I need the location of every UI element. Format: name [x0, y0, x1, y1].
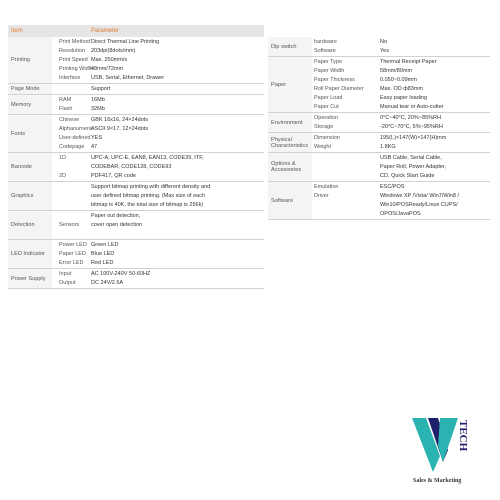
spec-line — [312, 47, 490, 56]
spec-row — [8, 153, 264, 182]
spec-value: 195(L)×147(W)×147(H)mm — [380, 135, 447, 141]
spec-line — [52, 134, 264, 143]
spec-value: CODEBAR, CODE128, CODE93 — [91, 164, 172, 170]
spec-line — [52, 201, 264, 210]
spec-subitem: Printing Width — [59, 66, 94, 72]
spec-value: 47 — [91, 144, 98, 150]
spec-subitem: Paper LED — [59, 251, 86, 257]
spec-subitem: Weight — [314, 144, 332, 150]
spec-row — [268, 57, 490, 113]
spec-subitem: Power LED — [59, 242, 87, 248]
spec-value: DC 24V/2.5A — [91, 280, 124, 286]
spec-subitem: Error LED — [59, 260, 84, 266]
spec-subitem: Input — [59, 271, 72, 277]
spec-line — [52, 270, 264, 279]
spec-value: 58mm/80mm — [380, 68, 413, 74]
spec-category: Physical Characteristics — [268, 133, 312, 152]
spec-row — [8, 115, 264, 153]
table-header — [8, 25, 264, 37]
spec-line — [312, 163, 490, 172]
spec-line — [52, 65, 264, 74]
spec-line — [312, 38, 490, 47]
spec-line — [52, 172, 264, 181]
spec-category: Memory — [8, 95, 52, 114]
spec-row — [268, 37, 490, 57]
spec-subitem: Chinese — [59, 117, 80, 123]
spec-value: USB Cable, Serial Cable, — [380, 155, 442, 161]
spec-value: Win10/POSReady/Linux CUPS/ — [380, 202, 458, 208]
spec-value: Direct Thermal Line Printing — [91, 39, 160, 45]
spec-subitem: Software — [314, 48, 336, 54]
spec-category: LED Indicator — [8, 240, 52, 268]
spec-value: Windows XP /Vista/ Win7/Win8 / — [380, 193, 459, 199]
spec-value: Blue LED — [91, 251, 115, 257]
right-rows — [268, 37, 490, 220]
spec-row — [8, 269, 264, 289]
spec-line — [52, 38, 264, 47]
spec-line — [52, 259, 264, 268]
spec-line — [52, 183, 264, 192]
spec-line — [312, 183, 490, 192]
spec-line — [312, 58, 490, 67]
spec-subitem: Dimension — [314, 135, 340, 141]
spec-subitem: Resolution — [59, 48, 85, 54]
spec-value: Yes — [380, 48, 389, 54]
spec-subitem: Roll Paper Diameter — [314, 86, 364, 92]
spec-line — [312, 123, 490, 132]
spec-value: 0.050~0.09mm — [380, 77, 417, 83]
spec-subitem: Driver — [314, 193, 329, 199]
spec-line — [52, 221, 264, 230]
spec-row — [268, 133, 490, 153]
spec-line — [52, 250, 264, 259]
spec-value: UPC-A, UPC-E, EAN8, EAN13, CODE39, ITF, — [91, 155, 204, 161]
spec-category: Paper — [268, 57, 312, 112]
spec-value: -20°C~70°C, 5%~95%RH — [380, 124, 443, 130]
spec-subitem: Paper Width — [314, 68, 345, 74]
spec-line — [312, 172, 490, 181]
spec-line — [312, 103, 490, 112]
spec-value: 16Mb — [91, 97, 105, 103]
spec-line — [52, 105, 264, 114]
spec-line — [52, 241, 264, 250]
spec-line — [52, 47, 264, 56]
spec-value: AC 100V-240V 50-60HZ — [91, 271, 151, 277]
spec-subitem: Output — [59, 280, 76, 286]
spec-line — [52, 163, 264, 172]
spec-subitem: Alphanumeric — [59, 126, 93, 132]
spec-line — [312, 192, 490, 201]
spec-value: ASCII 9×17, 12×24dots — [91, 126, 149, 132]
spec-value: 0°C~40°C, 20%~85%RH — [380, 115, 441, 121]
spec-subitem: Interface — [59, 75, 81, 81]
spec-table-right — [268, 37, 490, 220]
spec-line — [52, 74, 264, 83]
spec-value: Max. 250mm/s — [91, 57, 128, 63]
spec-value: cover open detection — [91, 222, 143, 228]
spec-subitem: Storage — [314, 124, 334, 130]
spec-category: Power Supply — [8, 269, 52, 288]
spec-row — [268, 182, 490, 220]
spec-row — [268, 113, 490, 133]
spec-value: Support bitmap printing with different density and — [91, 184, 211, 190]
spec-subitem: Paper Load — [314, 95, 343, 101]
spec-line — [312, 94, 490, 103]
spec-subitem: User-defined — [59, 135, 91, 141]
spec-line — [312, 114, 490, 123]
spec-row — [268, 153, 490, 182]
header-parameter: Parameter — [91, 28, 120, 34]
spec-line — [312, 134, 490, 143]
spec-value: bitmap is 40K, the total size of bitmap is 256k) — [91, 202, 204, 208]
spec-category: Environment — [268, 113, 312, 132]
spec-line — [312, 210, 490, 219]
spec-value: CD, Quick Start Guide — [380, 173, 435, 179]
spec-value: Support — [91, 86, 111, 92]
spec-subitem: hardware — [314, 39, 337, 45]
spec-value: 203dpi(8dots/mm) — [91, 48, 136, 54]
svg-text:TECH: TECH — [457, 420, 469, 452]
spec-subitem: Paper Type — [314, 59, 343, 65]
spec-line — [52, 192, 264, 201]
spec-value: ESC/POS — [380, 184, 405, 190]
spec-subitem: Print Method — [59, 39, 91, 45]
spec-value: 32Mb — [91, 106, 105, 112]
left-rows — [8, 37, 264, 289]
spec-category: Graphics — [8, 182, 52, 210]
spec-category: Options & Accessories — [268, 153, 312, 181]
spec-row — [8, 84, 264, 95]
spec-category: Software — [268, 182, 312, 219]
spec-line — [312, 76, 490, 85]
spec-line — [52, 143, 264, 152]
spec-line — [312, 143, 490, 152]
header-item: Item — [11, 28, 23, 34]
spec-line — [52, 85, 264, 94]
logo-tagline: Sales & Marketing — [413, 478, 462, 484]
spec-value: Paper out detection, — [91, 213, 141, 219]
spec-value: USB, Serial, Ethernet, Drawer — [91, 75, 165, 81]
spec-line — [52, 212, 264, 221]
spec-category: Barcode — [8, 153, 52, 181]
spec-subitem: Paper Thickness — [314, 77, 355, 83]
spec-line — [52, 154, 264, 163]
spec-value: Max. OD ф83mm — [380, 86, 424, 92]
spec-category: Detection — [8, 211, 52, 239]
spec-value: 1.8KG — [380, 144, 396, 150]
spec-line — [312, 85, 490, 94]
spec-line — [52, 116, 264, 125]
spec-line — [312, 154, 490, 163]
spec-value: Thermal Receipt Paper — [380, 59, 437, 65]
spec-line — [52, 279, 264, 288]
spec-value: GBK 16x16, 24×24dots — [91, 117, 149, 123]
spec-table-left — [8, 25, 264, 289]
spec-subitem: Sensors — [59, 222, 80, 228]
spec-row — [8, 95, 264, 115]
spec-line — [312, 67, 490, 76]
spec-value: No — [380, 39, 388, 45]
spec-value: Easy paper loading — [380, 95, 428, 101]
spec-value: Green LED — [91, 242, 119, 248]
spec-line — [52, 230, 264, 239]
spec-value: user defined bitmap printing. (Max size of each — [91, 193, 206, 199]
spec-subitem: Paper Cut — [314, 104, 339, 110]
spec-value: Paper Roll, Power Adapter, — [380, 164, 447, 170]
spec-line — [52, 96, 264, 105]
spec-subitem: 1D — [59, 155, 67, 161]
spec-row — [8, 182, 264, 211]
spec-value: 48mm/72mm — [91, 66, 124, 72]
spec-subitem: Print Speed — [59, 57, 88, 63]
spec-value: PDF417, QR code — [91, 173, 136, 179]
spec-subitem: Emulation — [314, 184, 339, 190]
spec-category: Printing — [8, 37, 52, 83]
spec-line — [52, 125, 264, 134]
spec-category: Page Mode — [8, 84, 52, 94]
spec-value: Red LED — [91, 260, 114, 266]
spec-row — [8, 37, 264, 84]
spec-subitem: Codepage — [59, 144, 85, 150]
spec-subitem: RAM — [59, 97, 72, 103]
logo-tech-text — [457, 420, 469, 452]
spec-subitem: Flash — [59, 106, 73, 112]
spec-category: Dip switch — [268, 37, 312, 56]
spec-category: Fonts — [8, 115, 52, 152]
spec-row — [8, 211, 264, 240]
spec-value: Manual tear or Auto-cutter — [380, 104, 444, 110]
logo-v-right — [438, 418, 458, 462]
spec-value: YES — [91, 135, 103, 141]
spec-row — [8, 240, 264, 269]
spec-subitem: Operation — [314, 115, 339, 121]
spec-subitem: 2D — [59, 173, 67, 179]
spec-value: OPOS/JavaPOS — [380, 211, 421, 217]
spec-line — [52, 56, 264, 65]
spec-line — [312, 201, 490, 210]
